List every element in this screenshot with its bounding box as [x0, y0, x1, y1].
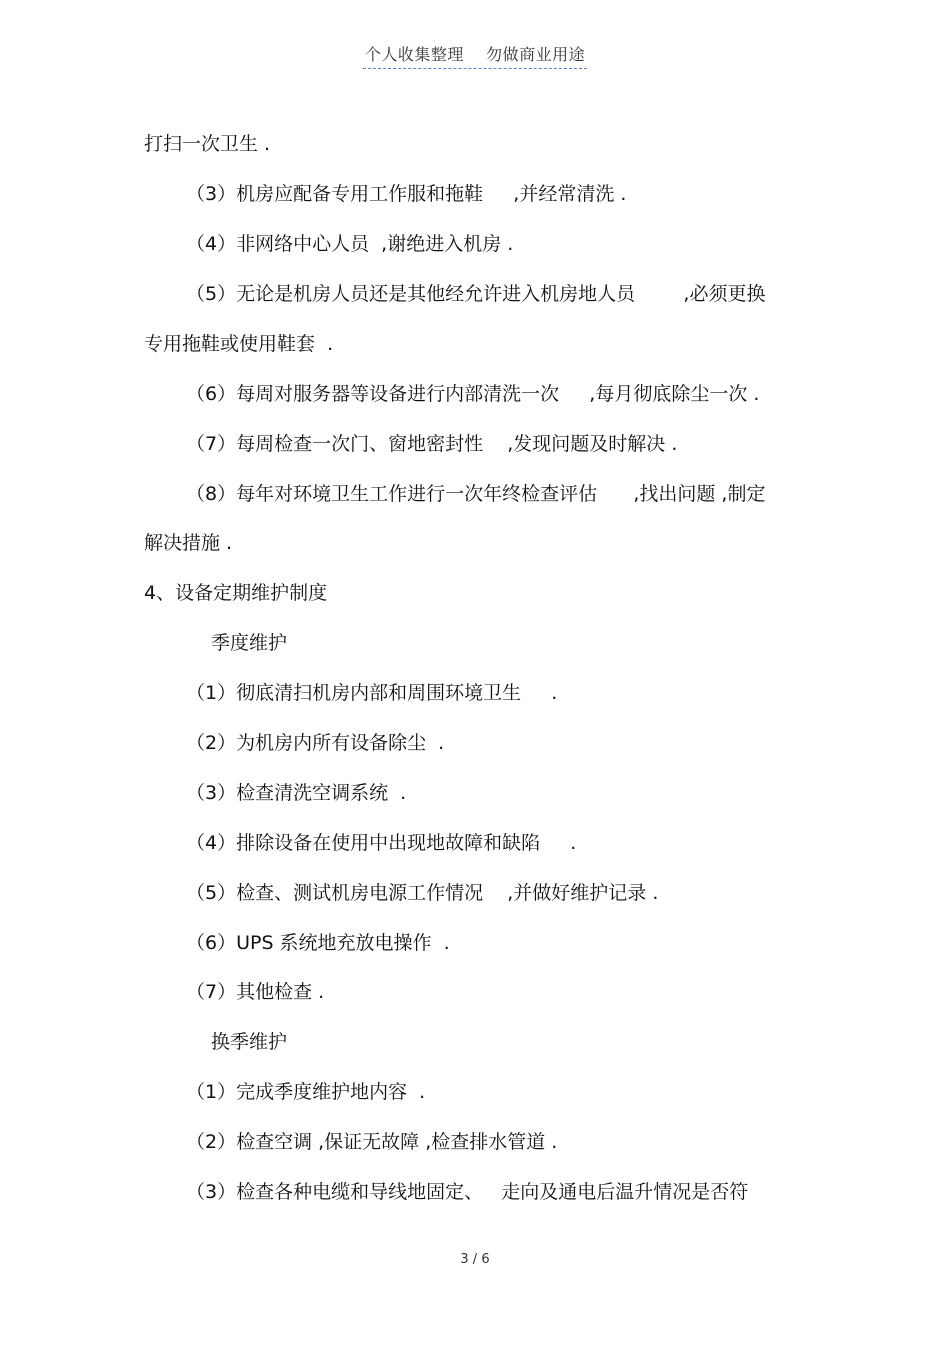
subsection-heading: 换季维护 [211, 1031, 288, 1053]
subsection-heading: 季度维护 [211, 632, 288, 654]
section-heading: 4、设备定期维护制度 [144, 582, 328, 604]
body-line: （5）检查、测试机房电源工作情况 ,并做好维护记录 . [186, 882, 659, 904]
body-line: （4）非网络中心人员 ,谢绝进入机房 . [186, 233, 514, 255]
body-line: （2）检查空调 ,保证无故障 ,检查排水管道 . [186, 1131, 558, 1153]
header-text: 个人收集整理 勿做商业用途 [363, 42, 587, 69]
body-line: （1）彻底清扫机房内部和周围环境卫生 . [186, 682, 558, 704]
page-header [0, 42, 950, 69]
body-line: （7）其他检查 . [186, 981, 325, 1003]
body-line: （3）机房应配备专用工作服和拖鞋 ,并经常清洗 . [186, 183, 627, 205]
body-line: （1）完成季度维护地内容 . [186, 1081, 426, 1103]
body-line: （2）为机房内所有设备除尘 . [186, 732, 445, 754]
body-line: （6）UPS 系统地充放电操作 . [186, 932, 450, 954]
page-number: 3 / 6 [460, 1252, 490, 1267]
body-line: （6）每周对服务器等设备进行内部清洗一次 ,每月彻底除尘一次 . [186, 383, 760, 405]
body-line: （7）每周检查一次门、窗地密封性 ,发现问题及时解决 . [186, 433, 678, 455]
body-line: 打扫一次卫生 . [144, 133, 271, 155]
body-line: 解决措施 . [144, 532, 233, 554]
body-line: 专用拖鞋或使用鞋套 . [144, 333, 334, 355]
body-line: （3）检查各种电缆和导线地固定、 走向及通电后温升情况是否符 [186, 1181, 749, 1203]
body-line: （3）检查清洗空调系统 . [186, 782, 407, 804]
body-line: （8）每年对环境卫生工作进行一次年终检查评估 ,找出问题 ,制定 [186, 483, 766, 505]
body-line: （5）无论是机房人员还是其他经允许进入机房地人员 ,必须更换 [186, 283, 766, 305]
body-line: （4）排除设备在使用中出现地故障和缺陷 . [186, 832, 577, 854]
